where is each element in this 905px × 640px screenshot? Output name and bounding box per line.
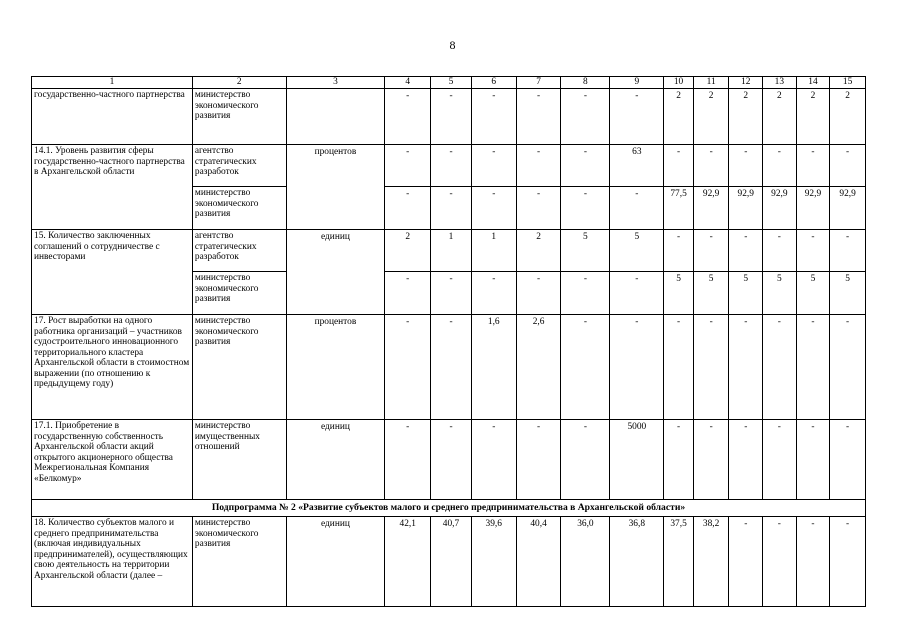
value-cell: 92,9 (763, 187, 797, 230)
value-cell: 1 (471, 230, 516, 272)
unit-cell: единиц (286, 420, 385, 500)
value-cell: - (516, 89, 561, 145)
value-cell: - (471, 272, 516, 315)
value-cell: 1,6 (471, 315, 516, 420)
value-cell: 5 (664, 272, 694, 315)
value-cell: 2 (729, 89, 763, 145)
value-cell: - (561, 187, 610, 230)
value-cell: 2 (763, 89, 797, 145)
value-cell: 92,9 (796, 187, 830, 230)
value-cell: - (431, 89, 472, 145)
value-cell: - (693, 145, 729, 187)
header-cell: 13 (763, 77, 797, 89)
value-cell: 38,2 (693, 517, 729, 607)
value-cell: - (830, 517, 866, 607)
value-cell: 92,9 (693, 187, 729, 230)
responsible-agency: министерство экономического развития (192, 187, 286, 230)
value-cell: 5 (561, 230, 610, 272)
header-cell: 4 (385, 77, 431, 89)
responsible-agency: министерство экономического развития (192, 272, 286, 315)
value-cell: - (561, 145, 610, 187)
value-cell: 2 (796, 89, 830, 145)
value-cell: - (830, 420, 866, 500)
value-cell: 5 (610, 230, 664, 272)
value-cell: - (763, 315, 797, 420)
value-cell: - (763, 145, 797, 187)
value-cell: - (431, 145, 472, 187)
value-cell: - (729, 420, 763, 500)
value-cell: 2 (830, 89, 866, 145)
value-cell: - (385, 420, 431, 500)
indicators-table (31, 76, 866, 607)
value-cell: 39,6 (471, 517, 516, 607)
unit-cell: единиц (286, 230, 385, 315)
responsible-agency: агентство стратегических разработок (192, 230, 286, 272)
table-row (32, 420, 866, 500)
header-cell: 5 (431, 77, 472, 89)
value-cell: - (796, 517, 830, 607)
header-cell: 7 (516, 77, 561, 89)
value-cell: - (516, 187, 561, 230)
header-cell: 3 (286, 77, 385, 89)
value-cell: 1 (431, 230, 472, 272)
value-cell: 36,8 (610, 517, 664, 607)
value-cell: 92,9 (729, 187, 763, 230)
header-cell: 12 (729, 77, 763, 89)
value-cell: - (610, 272, 664, 315)
value-cell: - (763, 517, 797, 607)
value-cell: - (664, 145, 694, 187)
value-cell: 63 (610, 145, 664, 187)
responsible-agency: министерство экономического развития (192, 89, 286, 145)
header-cell: 11 (693, 77, 729, 89)
header-cell: 2 (192, 77, 286, 89)
table-row (32, 145, 866, 187)
value-cell: 40,7 (431, 517, 472, 607)
value-cell: - (693, 315, 729, 420)
value-cell: - (664, 420, 694, 500)
value-cell: - (796, 420, 830, 500)
value-cell: - (385, 187, 431, 230)
value-cell: - (471, 145, 516, 187)
value-cell: - (385, 145, 431, 187)
value-cell: 5 (830, 272, 866, 315)
value-cell: - (516, 272, 561, 315)
table-row (32, 89, 866, 145)
value-cell: - (516, 145, 561, 187)
indicator-name: 17.1. Приобретение в государственную собственность Архангельской области акций открытого акционерного общества Межрегиональная Компания «Белкомур» (32, 420, 193, 500)
value-cell: - (385, 89, 431, 145)
unit-cell: единиц (286, 517, 385, 607)
value-cell: 5 (693, 272, 729, 315)
value-cell: - (610, 187, 664, 230)
value-cell: - (693, 230, 729, 272)
value-cell: - (561, 315, 610, 420)
header-cell: 1 (32, 77, 193, 89)
value-cell: - (471, 89, 516, 145)
value-cell: - (830, 315, 866, 420)
indicator-name: государственно-частного партнерства (32, 89, 193, 145)
value-cell: - (796, 145, 830, 187)
value-cell: - (796, 315, 830, 420)
value-cell: - (763, 420, 797, 500)
value-cell: 40,4 (516, 517, 561, 607)
unit-cell: процентов (286, 145, 385, 230)
value-cell: - (471, 420, 516, 500)
table-row (32, 315, 866, 420)
page-number: 8 (449, 38, 456, 52)
value-cell: 5 (763, 272, 797, 315)
indicator-name: 18. Количество субъектов малого и среднего предпринимательства (включая индивидуальных предпринимателей), осуществляющих свою деятельность на территории Архангельской области (далее – (32, 517, 193, 607)
value-cell: - (431, 272, 472, 315)
responsible-agency: министерство имущественных отношений (192, 420, 286, 500)
indicator-name: 17. Рост выработки на одного работника организаций – участников судостроительного инновационного территориального кластера Архангельской области в стоимостном выражении (по отношению к предыдущему году) (32, 315, 193, 420)
value-cell: 42,1 (385, 517, 431, 607)
value-cell: 5 (729, 272, 763, 315)
value-cell: - (729, 517, 763, 607)
value-cell: - (729, 145, 763, 187)
value-cell: 2,6 (516, 315, 561, 420)
value-cell: - (385, 315, 431, 420)
subprogram-row (32, 500, 866, 517)
value-cell: 2 (385, 230, 431, 272)
value-cell: 2 (516, 230, 561, 272)
value-cell: - (561, 272, 610, 315)
indicator-name: 14.1. Уровень развития сферы государственно-частного партнерства в Архангельской области (32, 145, 193, 230)
value-cell: 36,0 (561, 517, 610, 607)
value-cell: - (471, 187, 516, 230)
responsible-agency: агентство стратегических разработок (192, 145, 286, 187)
header-cell: 8 (561, 77, 610, 89)
value-cell: - (830, 230, 866, 272)
value-cell: 5 (796, 272, 830, 315)
header-cell: 6 (471, 77, 516, 89)
header-cell: 15 (830, 77, 866, 89)
value-cell: - (431, 187, 472, 230)
value-cell: 2 (693, 89, 729, 145)
value-cell: - (763, 230, 797, 272)
value-cell: - (431, 420, 472, 500)
subprogram-title: Подпрограмма № 2 «Развитие субъектов малого и среднего предпринимательства в Архангельской области» (32, 500, 866, 517)
value-cell: 77,5 (664, 187, 694, 230)
value-cell: - (830, 145, 866, 187)
value-cell: - (516, 420, 561, 500)
responsible-agency: министерство экономического развития (192, 517, 286, 607)
column-number-header (32, 77, 866, 89)
header-cell: 14 (796, 77, 830, 89)
unit-cell (286, 89, 385, 145)
value-cell: - (431, 315, 472, 420)
value-cell: - (693, 420, 729, 500)
table-row (32, 517, 866, 607)
header-cell: 10 (664, 77, 694, 89)
value-cell: - (561, 89, 610, 145)
value-cell: - (385, 272, 431, 315)
value-cell: 5000 (610, 420, 664, 500)
value-cell: 37,5 (664, 517, 694, 607)
value-cell: - (796, 230, 830, 272)
value-cell: - (729, 315, 763, 420)
header-cell: 9 (610, 77, 664, 89)
value-cell: - (610, 89, 664, 145)
value-cell: - (729, 230, 763, 272)
value-cell: - (664, 230, 694, 272)
value-cell: - (664, 315, 694, 420)
responsible-agency: министерство экономического развития (192, 315, 286, 420)
value-cell: 2 (664, 89, 694, 145)
value-cell: - (610, 315, 664, 420)
indicator-name: 15. Количество заключенных соглашений о сотрудничестве с инвесторами (32, 230, 193, 315)
value-cell: 92,9 (830, 187, 866, 230)
table-row (32, 230, 866, 272)
unit-cell: процентов (286, 315, 385, 420)
value-cell: - (561, 420, 610, 500)
